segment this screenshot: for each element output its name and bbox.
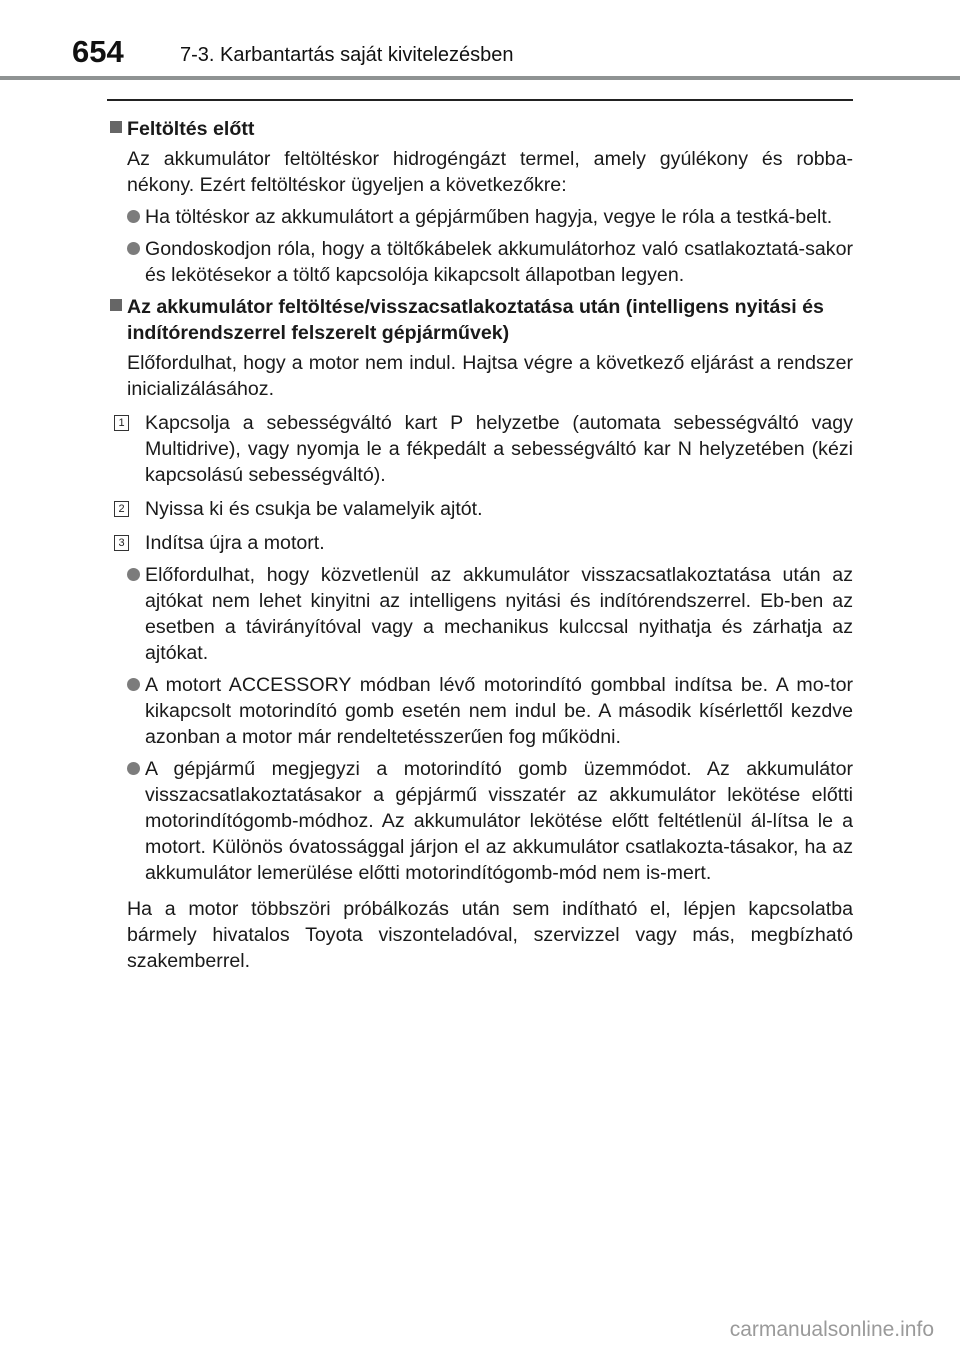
- closing-paragraph: Ha a motor többszöri próbálkozás után sem indítható el, lépjen kapcsolatba bármely hivatalos Toyota viszonteladóval, szervizzel vagy más, megbízható szakemberrel.: [127, 898, 853, 972]
- page-header: [0, 0, 960, 80]
- round-bullet-icon: [127, 762, 140, 775]
- section-intro: Az akkumulátor feltöltéskor hidrogéngázt termel, amely gyúlékony és robba-nékony. Ezért feltöltéskor ügyeljen a következőkre:: [127, 148, 853, 196]
- list-item: A gépjármű megjegyzi a motorindító gomb üzemmódot. Az akkumulátor visszacsatlakoztatásakor a gépjármű visszatér az akkumulátor lekötése előtti motorindítógomb-módhoz. Az akkumulátor lekötése előtt feltétlenül ál-lítsa le a motort. Különös óvatossággal járjon el az akkumulátor csatlakozta-tásakor, ha az akkumulátor lemerülése előtti motorindítógomb-mód nem is-mert.: [107, 756, 853, 886]
- step-number-box: 2: [114, 501, 129, 517]
- watermark-text: carmanualsonline.info: [729, 1318, 934, 1341]
- step-number-box: 1: [114, 415, 129, 431]
- content-divider: [107, 99, 853, 101]
- square-bullet-icon: [110, 121, 122, 133]
- list-item: Előfordulhat, hogy közvetlenül az akkumulátor visszacsatlakoztatása után az ajtókat nem lehet kinyitni az intelligens nyitási és indítórendszerrel. Eb-ben az esetben a távirányítóval vagy a mechanikus kulccsal nyithatja és zárhatja az ajtókat.: [107, 562, 853, 666]
- round-bullet-icon: [127, 242, 140, 255]
- round-bullet-icon: [127, 678, 140, 691]
- header-divider: [0, 76, 960, 80]
- square-bullet-icon: [110, 299, 122, 311]
- section-heading: [107, 294, 853, 346]
- step-item: 2 Nyissa ki és csukja be valamelyik ajtót.: [107, 496, 853, 522]
- step-item: 1 Kapcsolja a sebességváltó kart P helyzetbe (automata sebességváltó vagy Multidrive), vagy nyomja le a fékpedált a sebességváltó kar N helyzetében (kézi kapcsolású sebességváltó).: [107, 410, 853, 488]
- list-item: Gondoskodjon róla, hogy a töltőkábelek akkumulátorhoz való csatlakoztatá-sakor és lekötésekor a töltő kapcsolója kikapcsolt állapotban legyen.: [107, 236, 853, 288]
- section-intro: Előfordulhat, hogy a motor nem indul. Hajtsa végre a következő eljárást a rendszer inicializálásához.: [127, 352, 853, 400]
- step-item: 3 Indítsa újra a motort.: [107, 530, 853, 556]
- step-number-box: 3: [114, 535, 129, 551]
- round-bullet-icon: [127, 210, 140, 223]
- section-heading-text: Az akkumulátor feltöltése/visszacsatlakoztatása után (intelligens nyitási és indítórendszerrel felszerelt gépjárművek): [127, 296, 824, 344]
- page-number: 654: [72, 34, 124, 69]
- list-item: A motort ACCESSORY módban lévő motorindító gombbal indítsa be. A mo-tor kikapcsolt motorindító gomb esetén nem indul be. A második kísérlettől kezdve azonban a motor már rendeltetésszerűen fog működni.: [107, 672, 853, 750]
- list-item: Ha töltéskor az akkumulátort a gépjárműben hagyja, vegye le róla a testká-belt.: [107, 204, 853, 230]
- section-heading: [107, 116, 853, 142]
- chapter-title: 7-3. Karbantartás saját kivitelezésben: [180, 44, 514, 66]
- section-heading-text: Feltöltés előtt: [127, 118, 255, 140]
- page-content: [107, 110, 853, 974]
- round-bullet-icon: [127, 568, 140, 581]
